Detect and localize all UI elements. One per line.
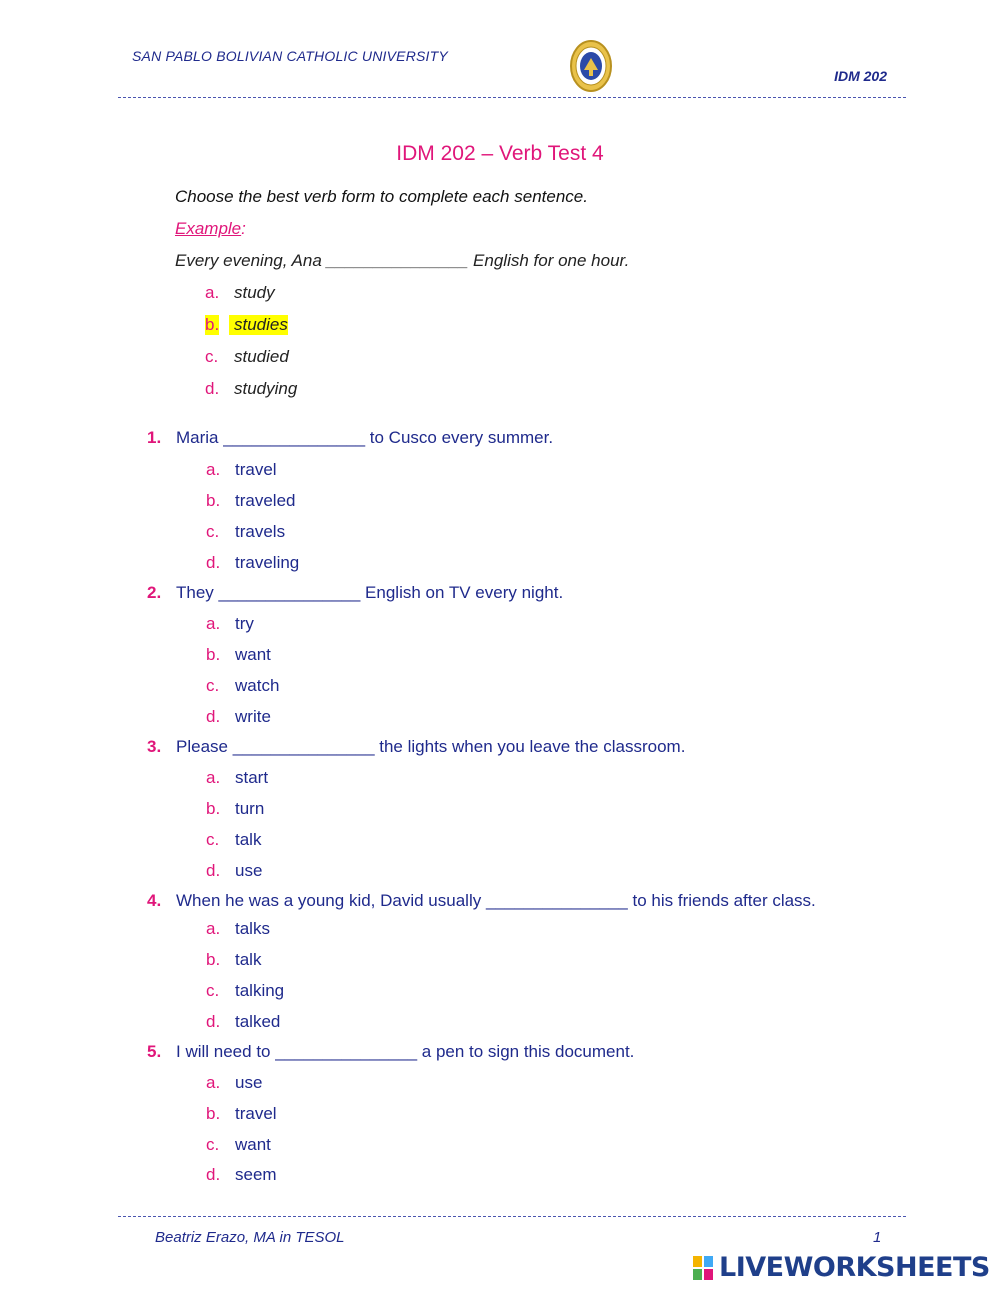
option-text: traveled [235, 491, 296, 510]
option-text: talks [235, 919, 270, 938]
option-letter: d. [206, 553, 221, 572]
option-text: start [235, 768, 269, 787]
question-number: 5. [147, 1042, 162, 1061]
option-text: talked [235, 1012, 281, 1031]
option-text: traveling [235, 553, 300, 572]
course-code: IDM 202 [834, 68, 887, 84]
option-text-highlighted: studies [229, 315, 288, 335]
option-letter: d. [206, 1012, 221, 1031]
option-text: talk [235, 950, 262, 969]
option-letter: a. [206, 614, 221, 633]
option-letter: a. [205, 283, 220, 302]
option-letter: a. [206, 768, 221, 787]
option-letter: c. [206, 830, 220, 849]
instructions: Choose the best verb form to complete each sentence. [175, 187, 588, 206]
question-number: 4. [147, 891, 162, 910]
university-seal-icon [570, 40, 612, 92]
header-divider [118, 97, 906, 98]
question-number: 3. [147, 737, 162, 756]
question-stem: Please _______________ the lights when you leave the classroom. [176, 737, 686, 756]
option-text: studying [234, 379, 298, 398]
option-letter: b. [206, 645, 221, 664]
option-letter: b. [206, 491, 221, 510]
university-name: SAN PABLO BOLIVIAN CATHOLIC UNIVERSITY [132, 48, 448, 64]
option-text: want [235, 1135, 271, 1154]
question-stem: Maria _______________ to Cusco every summer. [176, 428, 554, 447]
example-label-text: Example [175, 219, 242, 238]
question-stem: They _______________ English on TV every night. [176, 583, 564, 602]
option-letter: b. [206, 950, 221, 969]
option-letter: d. [206, 707, 221, 726]
option-letter: b. [206, 1104, 221, 1123]
option-letter: c. [205, 347, 219, 366]
option-letter: c. [206, 981, 220, 1000]
option-text: try [235, 614, 254, 633]
option-text: travel [235, 460, 277, 479]
option-text: use [235, 1073, 263, 1092]
option-text: study [234, 283, 275, 302]
option-text: travel [235, 1104, 277, 1123]
question-number: 1. [147, 428, 162, 447]
example-label [175, 219, 246, 239]
option-letter: b. [205, 315, 220, 334]
liveworksheets-logo-icon [693, 1256, 713, 1280]
option-letter: d. [206, 861, 221, 880]
option-letter: c. [206, 1135, 220, 1154]
option-letter: d. [206, 1165, 221, 1184]
option-letter: a. [206, 919, 221, 938]
option-text: watch [235, 676, 280, 695]
option-text: travels [235, 522, 286, 541]
question-number: 2. [147, 583, 162, 602]
example-sentence: Every evening, Ana _______________ English for one hour. [175, 251, 630, 270]
question-stem: I will need to _______________ a pen to sign this document. [176, 1042, 635, 1061]
page-title: IDM 202 – Verb Test 4 [396, 142, 604, 165]
option-text: want [235, 645, 271, 664]
option-text: studied [234, 347, 289, 366]
option-text: talking [235, 981, 285, 1000]
option-letter: b. [206, 799, 221, 818]
option-text: seem [235, 1165, 277, 1184]
option-letter: c. [206, 676, 220, 695]
liveworksheets-brand: LIVEWORKSHEETS [719, 1252, 990, 1283]
option-letter: c. [206, 522, 220, 541]
option-letter: a. [206, 1073, 221, 1092]
option-text: talk [235, 830, 262, 849]
example-label-colon: : [241, 219, 246, 238]
option-text: turn [235, 799, 265, 818]
footer-author: Beatriz Erazo, MA in TESOL [155, 1229, 345, 1246]
option-text: use [235, 861, 263, 880]
option-text: write [235, 707, 271, 726]
question-stem: When he was a young kid, David usually _______________ to his friends after class. [176, 891, 816, 910]
page-number: 1 [873, 1229, 882, 1246]
footer-divider [118, 1216, 906, 1217]
option-letter: d. [205, 379, 220, 398]
option-letter: a. [206, 460, 221, 479]
